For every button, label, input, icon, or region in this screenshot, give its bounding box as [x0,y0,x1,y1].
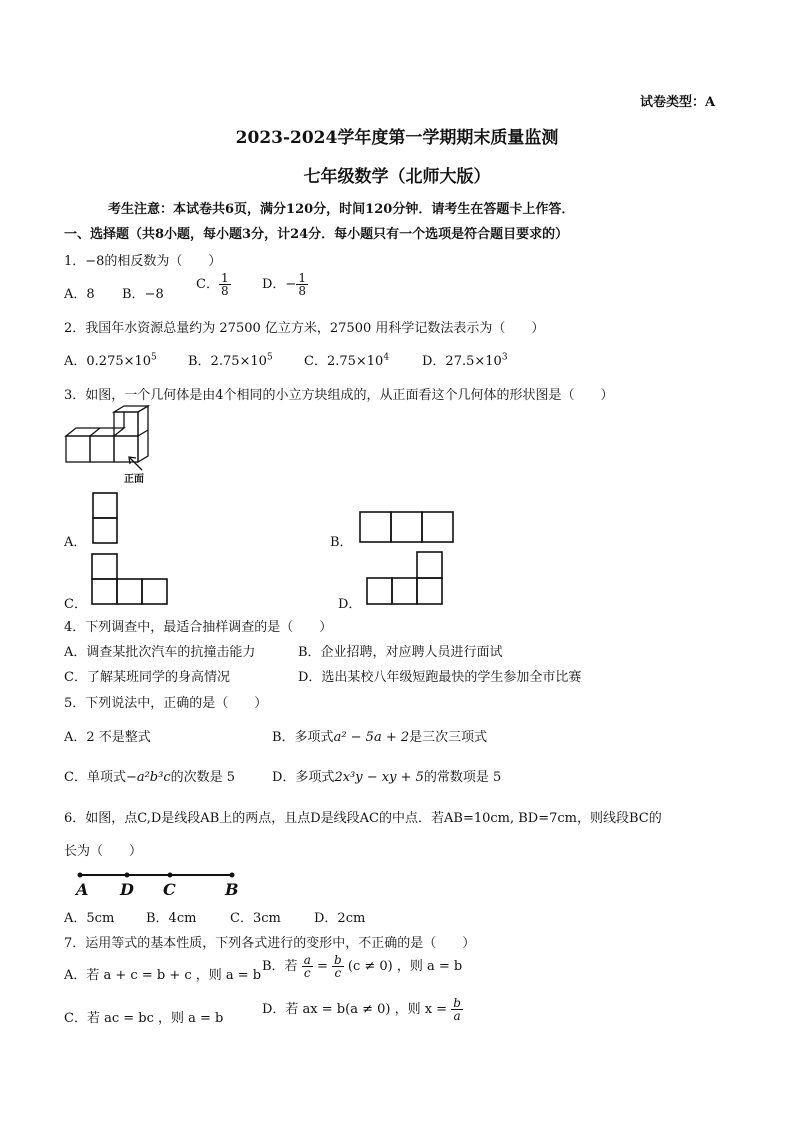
q3-option-a-label: A． [64,535,87,550]
q2-stem: 2．我国年水资源总量约为 27500 亿立方米，27500 用科学记数法表示为（ ） [64,321,545,336]
q7-option-a: A．若 a + c = b + c ，则 a = b [64,968,262,983]
q6-option-d: D．2cm [314,911,366,926]
q3-option-a-figure [92,492,118,544]
q4-option-c: C．了解某班同学的身高情况 [64,670,230,685]
q2-option-a: A．$0.275\times 10^5$ [64,352,157,369]
q2-option-b: B．$2.75\times 10^5$ [188,352,273,369]
point-d-label: D [120,880,134,899]
point-c-label: C [163,880,176,899]
q7-option-c: C．若 ac = bc ，则 a = b [64,1011,224,1026]
point-a-label: A [76,880,89,899]
front-label: 正面 [124,474,144,485]
q7-stem: 7．运用等式的基本性质，下列各式进行的变形中，不正确的是（ ） [64,936,476,951]
q6-option-a: A．5cm [64,911,115,926]
q1-option-b: B．−8 [122,287,164,302]
q3-option-b-label: B． [330,535,353,550]
section-heading: 一、选择题（共8小题，每小题3分，计24分．每小题只有一个选项是符合题目要求的） [64,227,569,242]
q1-option-c: C． $\frac{1}{8}$ [196,271,229,298]
q2-option-c: C．$2.75\times 10^4$ [304,352,390,369]
point-b-label: B [225,880,239,899]
q4-stem: 4．下列调查中，最适合抽样调查的是（ ） [64,620,333,635]
q4-option-d: D．选出某校八年级短跑最快的学生参加全市比赛 [298,670,582,685]
q5-option-a: A．2 不是整式 [64,730,151,745]
q4-option-a: A．调查某批次汽车的抗撞击能力 [64,645,256,660]
q3-cube-figure [62,408,162,483]
exam-notice: 考生注意：本试卷共6页，满分120分，时间120分钟．请考生在答题卡上作答． [108,202,575,217]
q5-option-c: C．单项式−a²b³c的次数是 5 [64,770,236,785]
q7-option-d: D．若 ax = b(a ≠ 0) ，则 x = $\frac{b}{a}$ [262,996,461,1023]
q6-stem-2: 长为（ ） [64,844,143,859]
q3-option-d-figure [366,551,444,605]
q6-option-c: C．3cm [230,911,281,926]
q4-option-b: B．企业招聘，对应聘人员进行面试 [298,645,503,660]
q5-option-d: D．多项式2x³y − xy + 5的常数项是 5 [272,770,502,785]
exam-subtitle: 七年级数学（北师大版） [303,167,491,187]
q6-stem: 6．如图，点C,D是线段AB上的两点，且点D是线段AC的中点．若AB=10cm, BD=7cm，则线段BC的 [64,811,662,826]
q5-stem: 5．下列说法中，正确的是（ ） [64,696,268,711]
q3-option-d-label: D． [338,597,362,612]
q7-option-b: B．若 $\frac{a}{c}$ = $\frac{b}{c}$ (c ≠ 0) ，则 a = b [262,953,463,980]
q3-option-b-figure [359,511,455,543]
q1-stem: 1．−8的相反数为（ ） [64,254,222,269]
q5-option-b: B．多项式a² − 5a + 2是三次三项式 [272,730,488,745]
q2-option-d: D．$27.5\times 10^3$ [422,352,508,369]
q3-option-c-label: C． [64,597,87,612]
q1-option-d: D．− $\frac{1}{8}$ [262,271,306,298]
q6-segment-figure [72,866,247,898]
q3-option-c-figure [91,553,169,605]
q6-option-b: B．4cm [146,911,197,926]
q1-option-a: A．8 [64,287,95,302]
paper-type: 试卷类型：A [640,95,716,110]
q3-stem: 3．如图，一个几何体是由4个相同的小立方块组成的，从正面看这个几何体的形状图是（ ） [64,388,614,403]
exam-title: 2023-2024学年度第一学期期末质量监测 [235,128,559,148]
